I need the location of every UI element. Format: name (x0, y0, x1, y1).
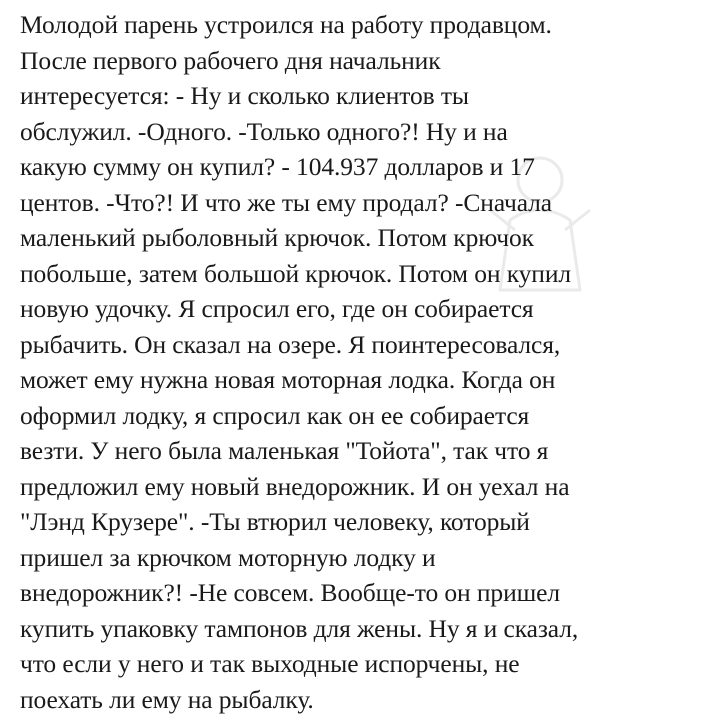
story-line-1: Молодой парень устроился на работу продавцом. (20, 10, 552, 39)
story-line-9: новую удочку. Я спросил его, где он собирается (20, 294, 534, 323)
story-line-15: "Лэнд Крузере". -Ты втюрил человеку, который (20, 507, 530, 536)
story-line-6: центов. -Что?! И что же ты ему продал? -Сначала (20, 187, 553, 217)
story-line-4: обслужил. -Одного. -Только одного?! Ну и на (20, 116, 508, 146)
story-line-12: оформил лодку, я спросил как он ее собирается (20, 400, 530, 430)
story-line-11: может ему нужна новая моторная лодка. Когда он (20, 365, 556, 394)
story-line-3: интересуется: - Ну и сколько клиентов ты (20, 81, 469, 110)
story-line-14: предложил ему новый внедорожник. И он уехал на (20, 471, 570, 501)
story-line-19: что если у него и так выходные испорчены, не (20, 649, 520, 678)
story-line-18: купить упаковку тампонов для жены. Ну я и сказал, (20, 613, 579, 643)
story-line-20: поехать ли ему на рыбалку. (20, 684, 314, 714)
story-line-13: везти. У него была маленькая "Тойота", так что я (20, 436, 549, 465)
story-line-7: маленький рыболовный крючок. Потом крючок (20, 223, 534, 252)
story-line-5: какую сумму он купил? - 104.937 долларов и 17 (20, 152, 535, 181)
story-text (20, 7, 710, 717)
story-line-17: внедорожник?! -Не совсем. Вообще-то он пришел (20, 578, 560, 607)
story-line-16: пришел за крючком моторную лодку и (20, 542, 436, 572)
story-line-2: После первого рабочего дня начальник (20, 45, 441, 75)
story-line-10: рыбачить. Он сказал на озере. Я поинтересовался, (20, 329, 561, 359)
story-line-8: побольше, затем большой крючок. Потом он купил (20, 258, 572, 288)
